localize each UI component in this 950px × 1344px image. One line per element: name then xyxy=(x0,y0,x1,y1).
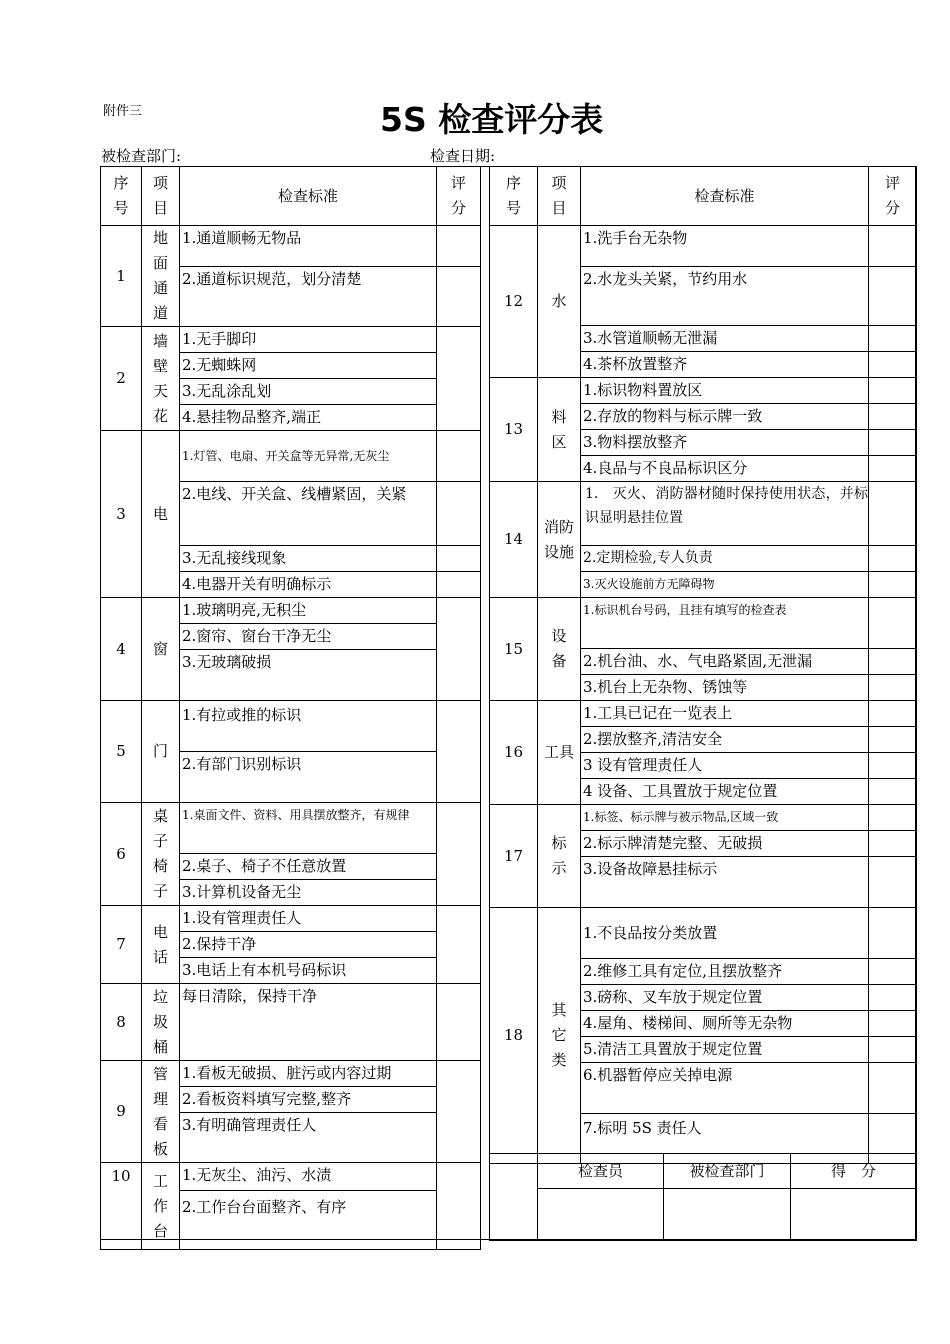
score-cell[interactable] xyxy=(437,906,481,984)
row-number: 15 xyxy=(490,598,538,701)
score-cell[interactable] xyxy=(869,701,917,727)
row-item: 设备 xyxy=(538,598,581,701)
criterion: 1.设有管理责任人 xyxy=(180,906,437,932)
row-number: 12 xyxy=(490,226,538,378)
criterion: 1.灯管、电扇、开关盒等无异常,无灰尘 xyxy=(180,431,437,482)
score-cell[interactable] xyxy=(437,572,481,598)
criterion: 3.物料摆放整齐 xyxy=(581,430,869,456)
criterion: 3.无乱涂乱划 xyxy=(180,379,437,405)
criterion: 3.磅称、叉车放于规定位置 xyxy=(581,985,869,1011)
criterion: 3.灭火设施前方无障碍物 xyxy=(581,572,869,598)
row-item: 标示 xyxy=(538,805,581,908)
criterion: 2.窗帘、窗台干净无尘 xyxy=(180,624,437,650)
criterion: 2.通道标识规范，划分清楚 xyxy=(180,267,437,327)
signature-table xyxy=(489,1153,917,1241)
score-cell[interactable] xyxy=(869,404,917,430)
score-cell[interactable] xyxy=(869,1063,917,1114)
score-cell[interactable] xyxy=(869,378,917,404)
row-number: 5 xyxy=(101,701,142,803)
page-title: 5S 检查评分表 xyxy=(380,100,604,139)
row-item: 其它类 xyxy=(538,908,581,1164)
criterion: 4 设备、工具置放于规定位置 xyxy=(581,779,869,805)
score-cell[interactable] xyxy=(869,1011,917,1037)
criterion: 1.不良品按分类放置 xyxy=(581,908,869,959)
criterion: 2.工作台台面整齐、有序 xyxy=(180,1191,437,1250)
row-item: 窗 xyxy=(142,598,180,701)
total-score-cell[interactable] xyxy=(791,1189,917,1241)
score-cell[interactable] xyxy=(869,675,917,701)
score-cell[interactable] xyxy=(869,753,917,779)
criterion: 每日清除，保持干净 xyxy=(180,984,437,1061)
score-cell[interactable] xyxy=(869,430,917,456)
row-item: 消防设施 xyxy=(538,482,581,598)
score-cell[interactable] xyxy=(869,326,917,352)
row-item: 垃圾桶 xyxy=(142,984,180,1061)
criterion: 3.水管道顺畅无泄漏 xyxy=(581,326,869,352)
row-item: 水 xyxy=(538,226,581,378)
row-number: 4 xyxy=(101,598,142,701)
criterion: 2.存放的物料与标示牌一致 xyxy=(581,404,869,430)
score-cell[interactable] xyxy=(869,857,917,908)
criterion: 7.标明 5S 责任人 xyxy=(581,1114,869,1164)
score-cell[interactable] xyxy=(437,267,481,327)
score-cell[interactable] xyxy=(869,482,917,546)
col-item-header: 项目 xyxy=(538,167,581,226)
criterion: 4.茶杯放置整齐 xyxy=(581,352,869,378)
row-number: 10 xyxy=(101,1163,142,1250)
row-item: 料区 xyxy=(538,378,581,482)
total-score-header: 得 分 xyxy=(791,1154,917,1189)
criterion: 3 设有管理责任人 xyxy=(581,753,869,779)
score-cell[interactable] xyxy=(437,984,481,1061)
score-cell[interactable] xyxy=(437,327,481,431)
criterion: 1.标识机台号码，且挂有填写的检查表 xyxy=(581,598,869,649)
criterion: 3.有明确管理责任人 xyxy=(180,1113,437,1163)
score-cell[interactable] xyxy=(869,546,917,572)
criterion: 1.无灰尘、油污、水渍 xyxy=(180,1163,437,1191)
score-cell[interactable] xyxy=(869,1037,917,1063)
row-item: 管理看板 xyxy=(142,1061,180,1163)
row-item: 工具 xyxy=(538,701,581,805)
criterion: 1.无手脚印 xyxy=(180,327,437,353)
right-score-table xyxy=(489,166,917,1164)
row-item: 电话 xyxy=(142,906,180,984)
row-number: 18 xyxy=(490,908,538,1164)
score-cell[interactable] xyxy=(437,1061,481,1163)
criterion: 3.计算机设备无尘 xyxy=(180,880,437,906)
criterion: 2.机台油、水、气电路紧固,无泄漏 xyxy=(581,649,869,675)
score-cell[interactable] xyxy=(869,959,917,985)
row-number: 3 xyxy=(101,431,142,598)
criterion: 4.电器开关有明确标示 xyxy=(180,572,437,598)
col-item-header: 项目 xyxy=(142,167,180,226)
score-cell[interactable] xyxy=(437,803,481,906)
col-seq-header: 序号 xyxy=(490,167,538,226)
criterion: 2.桌子、椅子不任意放置 xyxy=(180,854,437,880)
score-cell[interactable] xyxy=(437,482,481,546)
criterion: 2.看板资料填写完整,整齐 xyxy=(180,1087,437,1113)
attachment-label: 附件三 xyxy=(103,104,143,119)
score-cell[interactable] xyxy=(869,267,917,326)
criterion: 3.无乱接线现象 xyxy=(180,546,437,572)
row-number: 16 xyxy=(490,701,538,805)
score-cell[interactable] xyxy=(869,831,917,857)
score-cell[interactable] xyxy=(869,352,917,378)
inspection-date-label: 检查日期: xyxy=(430,147,496,165)
criterion: 2.维修工具有定位,且摆放整齐 xyxy=(581,959,869,985)
criterion: 6.机器暂停应关掉电源 xyxy=(581,1063,869,1114)
criterion: 1.玻璃明亮,无积尘 xyxy=(180,598,437,624)
criterion: 5.清洁工具置放于规定位置 xyxy=(581,1037,869,1063)
criterion: 1.洗手台无杂物 xyxy=(581,226,869,267)
criterion: 2.摆放整齐,清洁安全 xyxy=(581,727,869,753)
criterion: 1.标识物料置放区 xyxy=(581,378,869,404)
criterion: 1.有拉或推的标识 xyxy=(180,701,437,752)
criterion: 2.水龙头关紧，节约用水 xyxy=(581,267,869,326)
criterion: 2.定期检验,专人负责 xyxy=(581,546,869,572)
score-cell[interactable] xyxy=(869,779,917,805)
row-item: 工作台 xyxy=(142,1163,180,1250)
col-score-header: 评分 xyxy=(869,167,917,226)
criterion: 4.屋角、楼梯间、厕所等无杂物 xyxy=(581,1011,869,1037)
criterion: 1.看板无破损、脏污或内容过期 xyxy=(180,1061,437,1087)
score-cell[interactable] xyxy=(437,701,481,803)
summary-spacer xyxy=(490,1154,538,1241)
score-cell[interactable] xyxy=(869,649,917,675)
criterion: 3.无玻璃破损 xyxy=(180,650,437,701)
score-cell[interactable] xyxy=(437,1163,481,1250)
col-score-header: 评分 xyxy=(437,167,481,226)
score-cell[interactable] xyxy=(869,727,917,753)
score-cell[interactable] xyxy=(869,598,917,649)
criterion: 3.设备故障悬挂标示 xyxy=(581,857,869,908)
criterion: 1.工具已记在一览表上 xyxy=(581,701,869,727)
inspector-header: 检查员 xyxy=(538,1154,664,1189)
score-cell[interactable] xyxy=(869,908,917,959)
score-cell[interactable] xyxy=(869,985,917,1011)
col-standard-header: 检查标准 xyxy=(180,167,437,226)
inspected-dept-header: 被检查部门 xyxy=(664,1154,791,1189)
criterion: 1.通道顺畅无物品 xyxy=(180,226,437,267)
criterion: 2.有部门识别标识 xyxy=(180,752,437,803)
inspected-dept-label: 被检查部门: xyxy=(101,147,182,165)
criterion: 3.电话上有本机号码标识 xyxy=(180,958,437,984)
row-number: 13 xyxy=(490,378,538,482)
criterion: 1. 灭火、消防器材随时保持使用状态，并标识显明悬挂位置 xyxy=(581,482,869,546)
left-score-table xyxy=(100,166,481,1250)
row-number: 17 xyxy=(490,805,538,908)
criterion: 2.标示牌清楚完整、无破损 xyxy=(581,831,869,857)
row-number: 6 xyxy=(101,803,142,906)
row-item: 墙壁天花 xyxy=(142,327,180,431)
score-cell[interactable] xyxy=(437,226,481,267)
score-cell[interactable] xyxy=(437,598,481,701)
score-cell[interactable] xyxy=(869,572,917,598)
score-cell[interactable] xyxy=(869,226,917,267)
col-seq-header: 序号 xyxy=(101,167,142,226)
criterion: 2.保持干净 xyxy=(180,932,437,958)
row-item: 电 xyxy=(142,431,180,598)
col-standard-header: 检查标准 xyxy=(581,167,869,226)
criterion: 4.良品与不良品标识区分 xyxy=(581,456,869,482)
inspected-dept-signature-cell[interactable] xyxy=(664,1189,791,1241)
score-cell[interactable] xyxy=(869,456,917,482)
row-number: 9 xyxy=(101,1061,142,1163)
score-cell[interactable] xyxy=(437,546,481,572)
row-number: 14 xyxy=(490,482,538,598)
criterion: 3.机台上无杂物、锈蚀等 xyxy=(581,675,869,701)
criterion: 2.电线、开关盒、线槽紧固，关紧 xyxy=(180,482,437,546)
score-cell[interactable] xyxy=(437,431,481,482)
criterion: 1.桌面文件、资料、用具摆放整齐，有规律 xyxy=(180,803,437,854)
row-item: 桌子椅子 xyxy=(142,803,180,906)
row-number: 2 xyxy=(101,327,142,431)
criterion: 4.悬挂物品整齐,端正 xyxy=(180,405,437,431)
criterion: 2.无蜘蛛网 xyxy=(180,353,437,379)
row-item: 门 xyxy=(142,701,180,803)
row-number: 1 xyxy=(101,226,142,327)
row-number: 7 xyxy=(101,906,142,984)
row-item: 地面通道 xyxy=(142,226,180,327)
inspector-signature-cell[interactable] xyxy=(538,1189,664,1241)
row-number: 8 xyxy=(101,984,142,1061)
criterion: 1.标签、标示牌与被示物品,区域一致 xyxy=(581,805,869,831)
score-cell[interactable] xyxy=(869,805,917,831)
